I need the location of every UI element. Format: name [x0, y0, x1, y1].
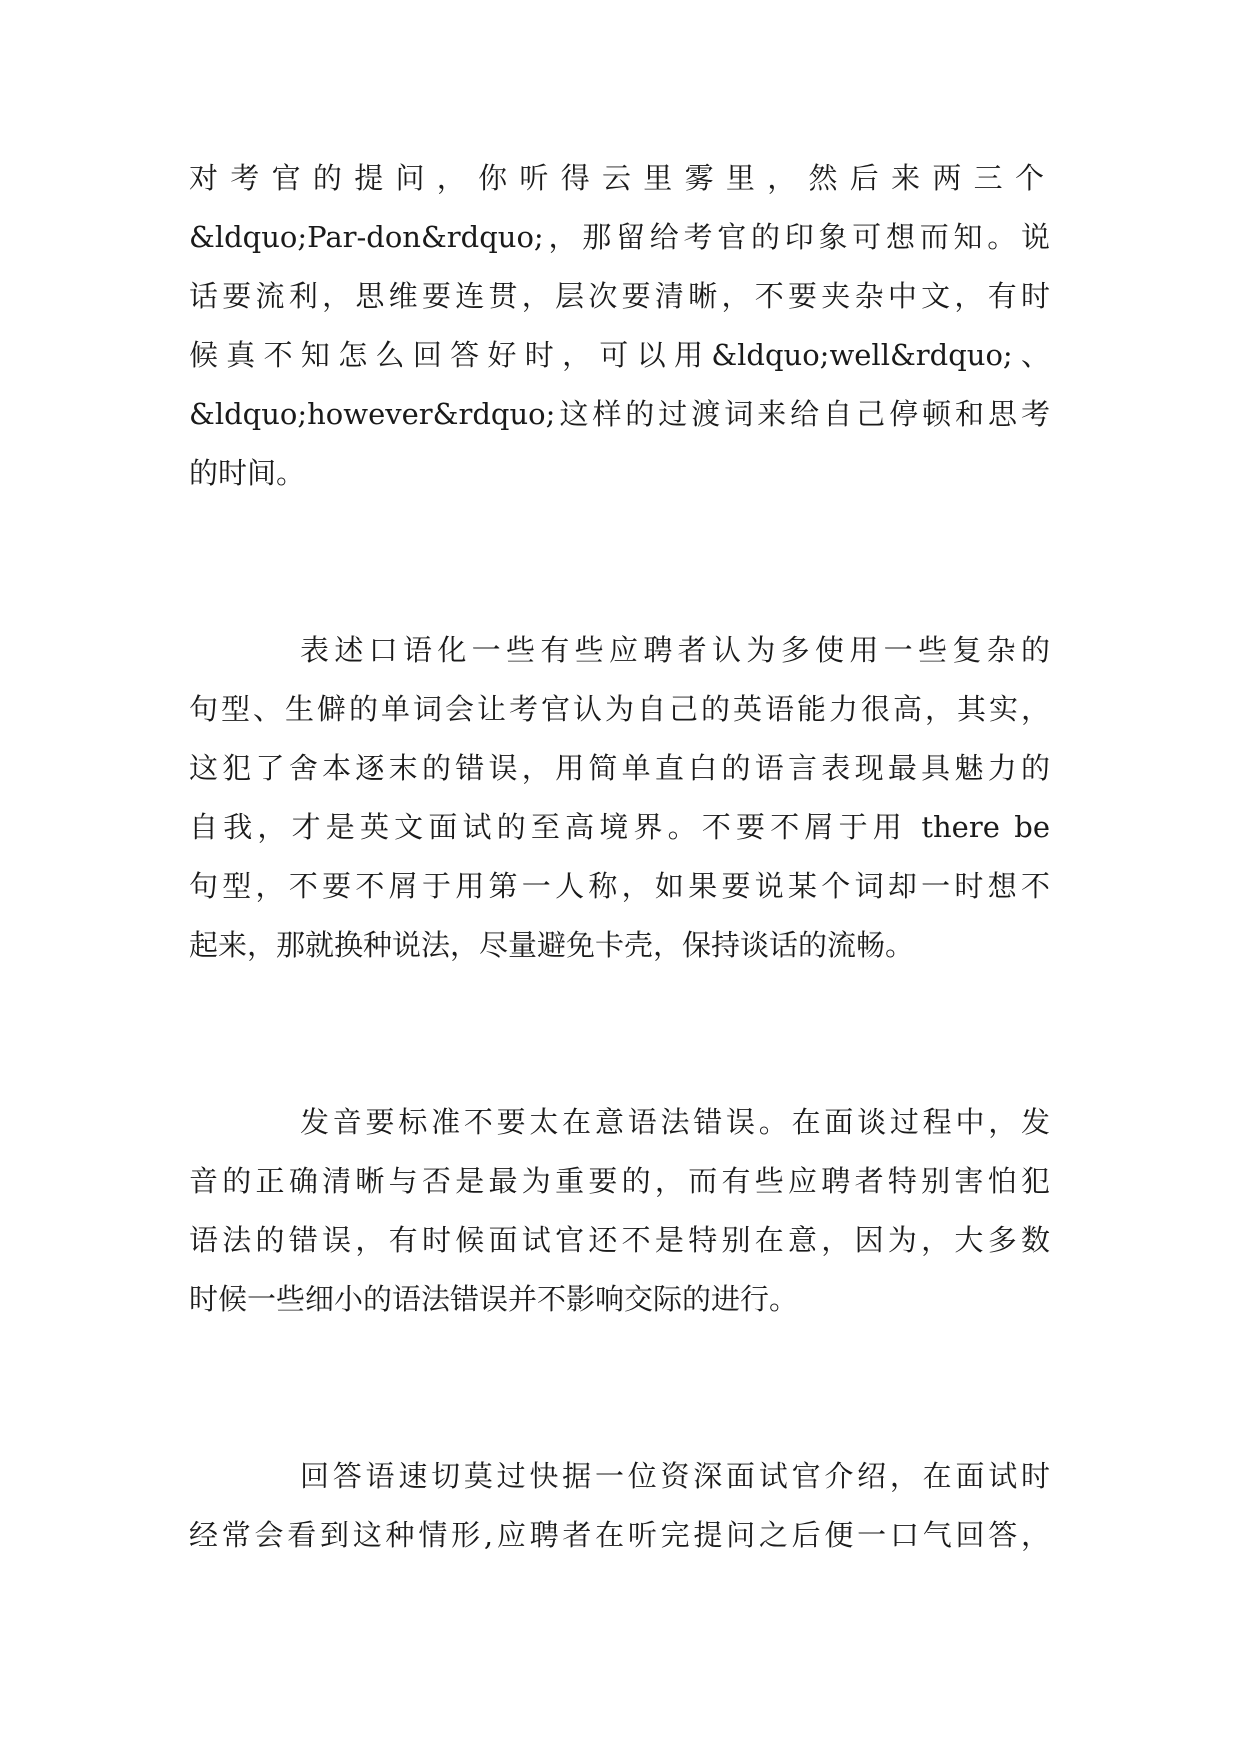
paragraph-3-line-4: 时候一些细小的语法错误并不影响交际的进行。 — [189, 1282, 799, 1316]
paragraph-4-line-2: 经常会看到这种情形,应聘者在听完提问之后便一口气回答， — [189, 1518, 1050, 1552]
paragraph-3-line-1: 发音要标准不要太在意语法错误。在面谈过程中，发 — [300, 1105, 1050, 1139]
paragraph-1-line-3: 话要流利，思维要连贯，层次要清晰，不要夹杂中文，有时 — [189, 279, 1050, 313]
paragraph-2-line-2: 句型、生僻的单词会让考官认为自己的英语能力很高，其实， — [189, 692, 1050, 726]
paragraph-2-line-1: 表述口语化一些有些应聘者认为多使用一些复杂的 — [300, 633, 1050, 667]
paragraph-1-line-1: 对考官的提问，你听得云里雾里，然后来两三个 — [189, 161, 1050, 195]
paragraph-2-line-4: 自我，才是英文面试的至高境界。不要不屑于用 there be — [189, 810, 1050, 844]
paragraph-1-line-6: 的时间。 — [189, 456, 306, 490]
paragraph-2-line-6: 起来，那就换种说法，尽量避免卡壳，保持谈话的流畅。 — [189, 928, 915, 962]
paragraph-3-line-3: 语法的错误，有时候面试官还不是特别在意，因为，大多数 — [189, 1223, 1050, 1257]
paragraph-2-line-3: 这犯了舍本逐末的错误，用简单直白的语言表现最具魅力的 — [189, 751, 1050, 785]
paragraph-3-line-2: 音的正确清晰与否是最为重要的，而有些应聘者特别害怕犯 — [189, 1164, 1050, 1198]
paragraph-1-line-4: 候真不知怎么回答好时，可以用&ldquo;well&rdquo;、 — [189, 338, 1050, 372]
paragraph-4-line-1: 回答语速切莫过快据一位资深面试官介绍，在面试时 — [300, 1459, 1050, 1493]
paragraph-1-line-5: &ldquo;however&rdquo;这样的过渡词来给自己停顿和思考 — [189, 397, 1050, 431]
paragraph-2-line-5: 句型，不要不屑于用第一人称，如果要说某个词却一时想不 — [189, 869, 1050, 903]
paragraph-1-line-2: &ldquo;Par-don&rdquo;，那留给考官的印象可想而知。说 — [189, 220, 1050, 254]
